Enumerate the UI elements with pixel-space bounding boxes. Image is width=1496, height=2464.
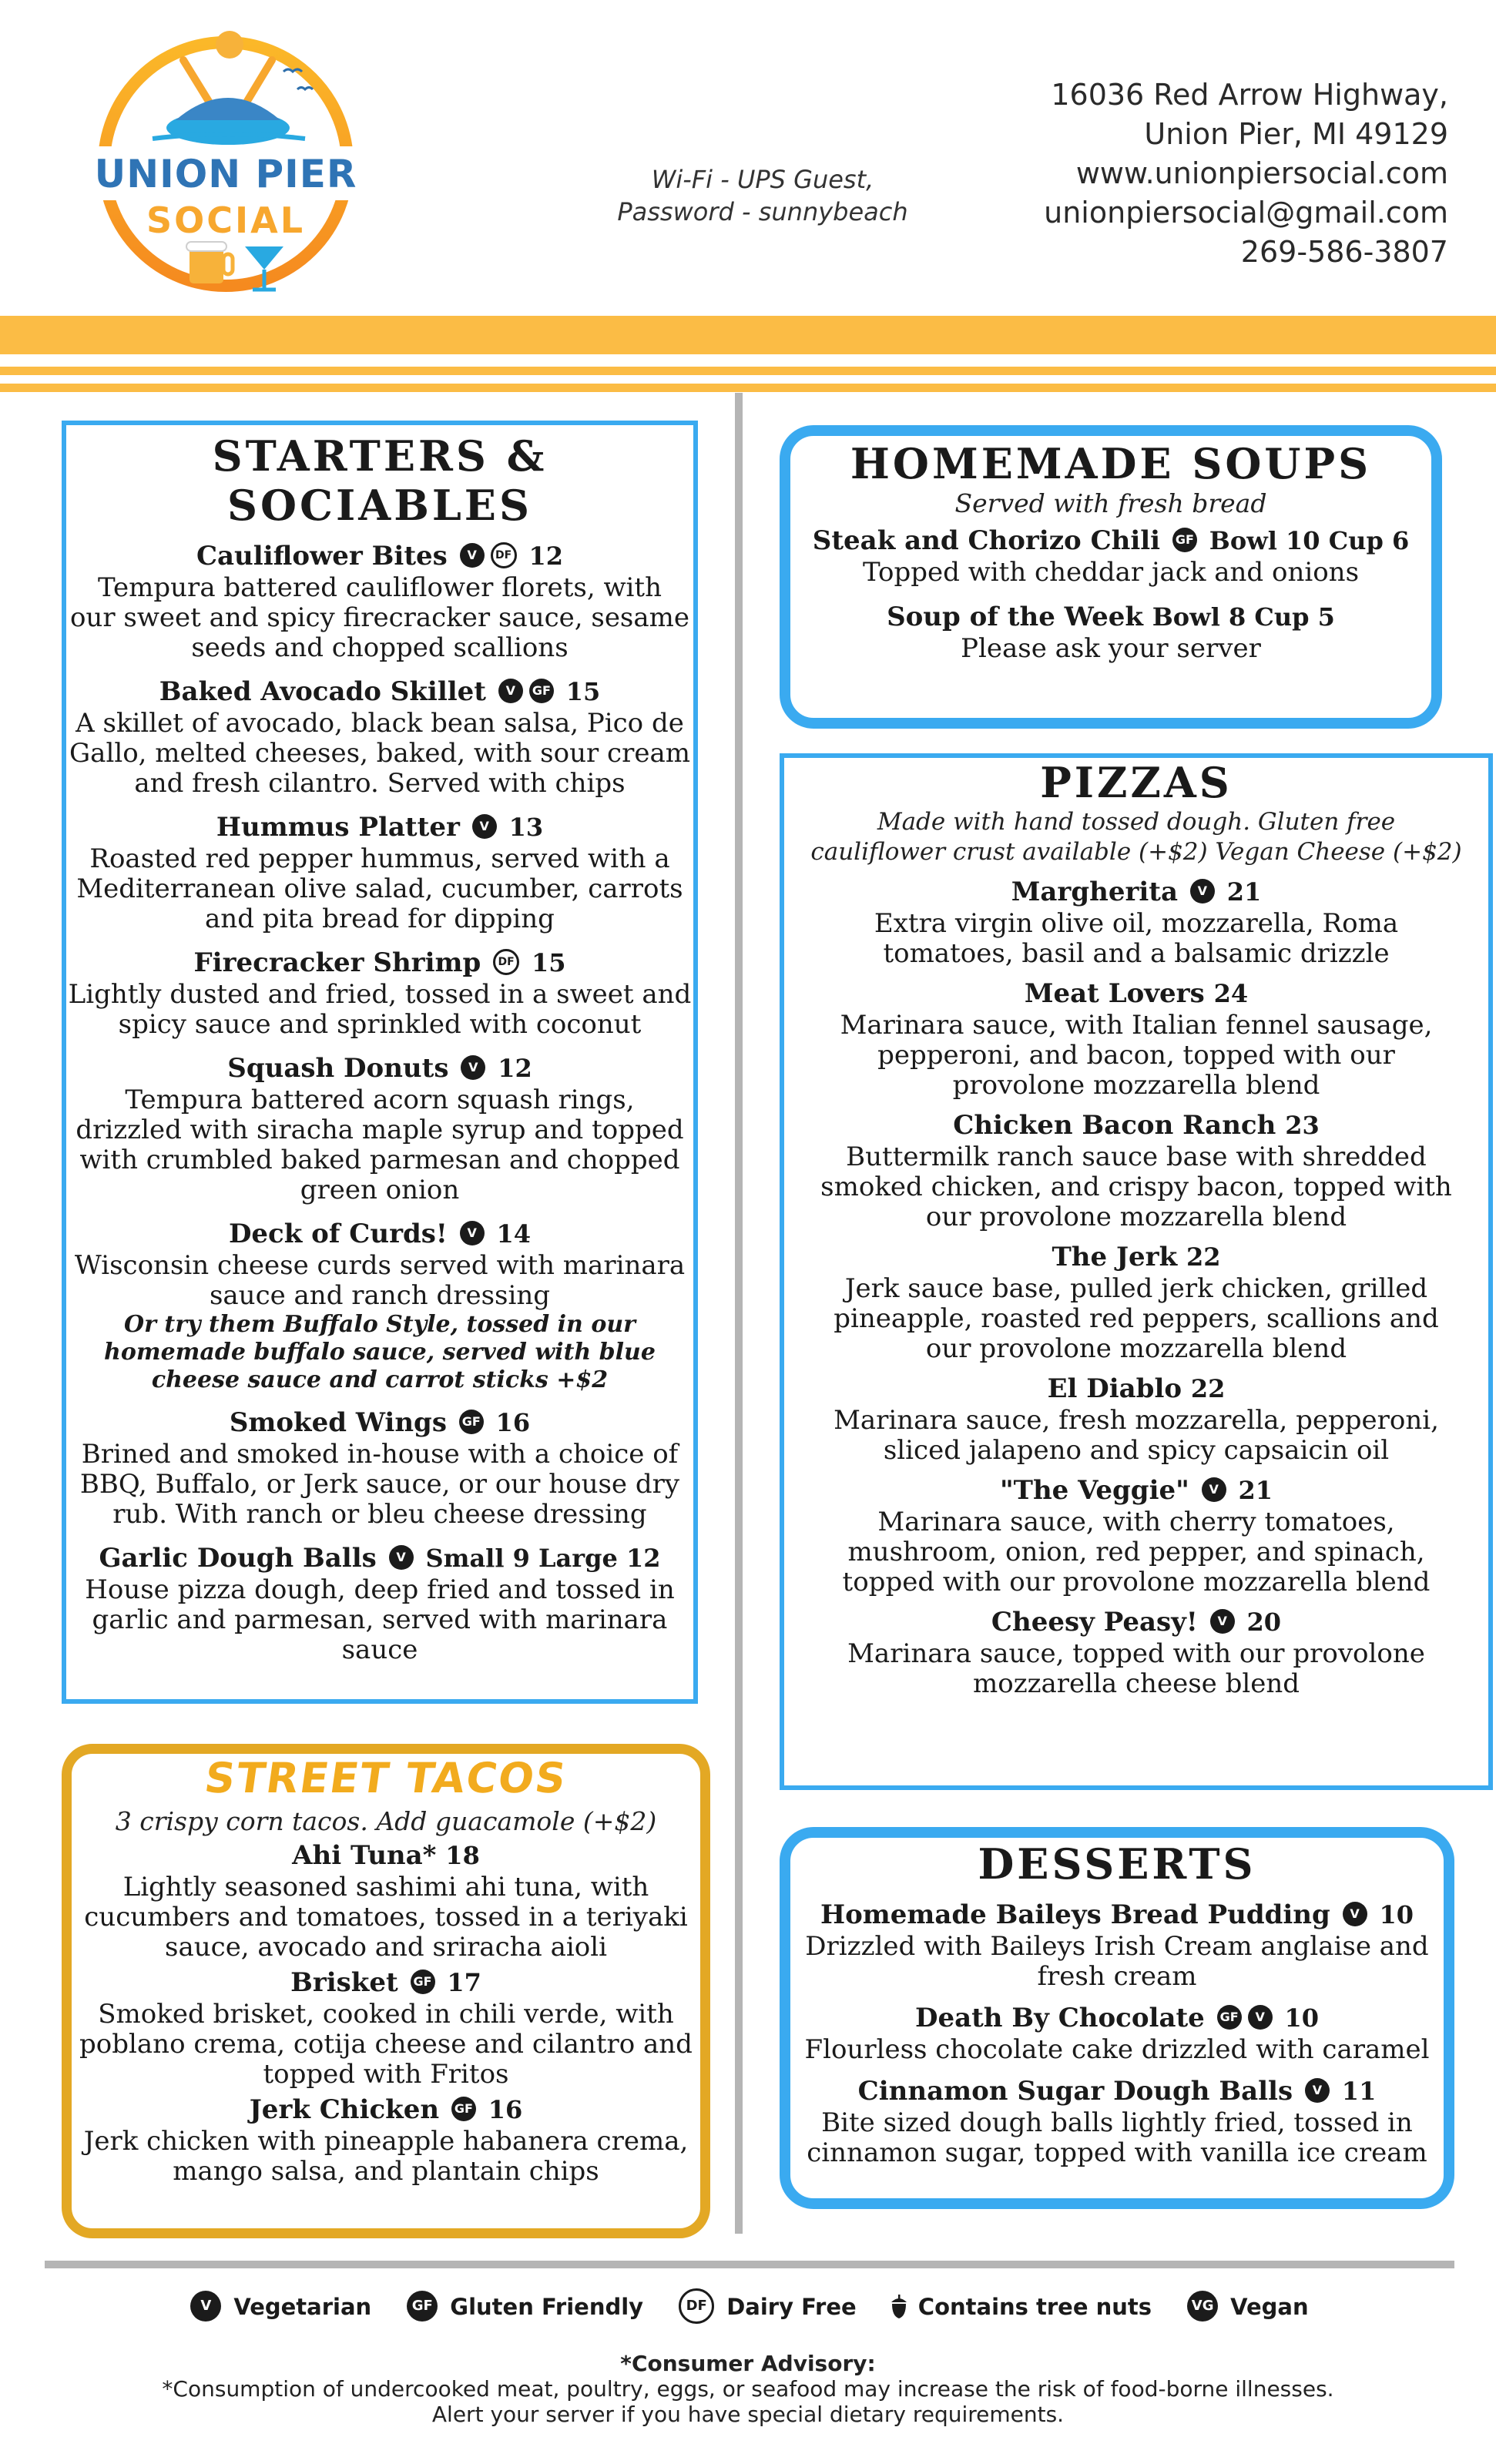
menu-item	[66, 946, 693, 1040]
description-line: and fresh cilantro. Served with chips	[134, 768, 626, 799]
description-line: Jerk chicken with pineapple habanera crema,	[83, 2126, 689, 2157]
description-line: drizzled with siracha maple syrup and topped	[75, 1115, 684, 1145]
item-name: Cinnamon Sugar Dough Balls	[857, 2076, 1293, 2107]
item-name: Margherita	[1011, 877, 1179, 907]
item-heading	[66, 675, 693, 709]
item-name: Soup of the Week	[887, 602, 1143, 632]
legend-gluten-friendly	[404, 2288, 643, 2326]
item-name: Brisket	[290, 1967, 398, 1998]
item-description	[790, 558, 1431, 588]
item-price: 21	[1238, 1476, 1273, 1505]
dietary-legend	[0, 2288, 1496, 2326]
item-heading	[66, 1406, 693, 1440]
item-price: 12	[528, 541, 564, 571]
section-subtitle	[784, 807, 1488, 867]
description-line: mango salsa, and plantain chips	[173, 2156, 599, 2187]
item-description	[72, 2000, 700, 2090]
gluten-friendly-icon: GF	[1172, 528, 1197, 552]
description-line: Tempura battered cauliflower florets, with	[98, 572, 662, 603]
description-line: BBQ, Buffalo, or Jerk sauce, or our house dry	[79, 1469, 680, 1500]
description-line: Please ask your server	[961, 633, 1261, 664]
item-name: Chicken Bacon Ranch	[953, 1110, 1276, 1141]
menu-item	[784, 1473, 1488, 1597]
item-price: Bowl 10 Cup 6	[1209, 526, 1410, 555]
section-title: DESSERTS	[978, 1839, 1256, 1889]
item-heading	[790, 524, 1431, 558]
item-description	[66, 844, 693, 934]
vegetarian-icon: V	[1210, 1609, 1235, 1634]
item-heading	[784, 1240, 1488, 1274]
svg-text:UNION PIER: UNION PIER	[94, 152, 357, 196]
advisory-title: *Consumer Advisory:	[620, 2351, 876, 2376]
item-price: 21	[1226, 877, 1262, 907]
item-price: 17	[447, 1968, 481, 1997]
description-line: House pizza dough, deep fried and tossed in	[85, 1574, 675, 1605]
menu-list	[790, 524, 1431, 664]
dairy-free-icon: DF	[493, 949, 519, 975]
item-heading	[66, 539, 693, 573]
description-line: with crumbled baked parmesan and chopped	[79, 1145, 680, 1175]
item-price: 24	[1213, 979, 1249, 1008]
description-line: sauce and ranch dressing	[209, 1280, 551, 1311]
description-line: pepperoni, and bacon, topped with our	[877, 1040, 1395, 1071]
description-line: rub. With ranch or bleu cheese dressing	[112, 1499, 647, 1530]
advisory-text: *Consumption of undercooked meat, poultry, eggs, or seafood may increase the risk of food-borne illnesses.	[162, 2376, 1334, 2402]
menu-list	[790, 1898, 1444, 2168]
section-title: PIZZAS	[1040, 758, 1233, 807]
item-name: "The Veggie"	[999, 1475, 1189, 1506]
item-price: Bowl 8 Cup 5	[1152, 602, 1335, 632]
description-line: poblano crema, cotija cheese and cilantro and	[79, 2029, 693, 2060]
item-name: The Jerk	[1052, 1242, 1178, 1272]
gluten-friendly-icon: GF	[459, 1410, 484, 1434]
menu-item	[72, 1839, 700, 1963]
description-line: Jerk sauce base, pulled jerk chicken, grilled	[844, 1273, 1428, 1304]
description-line: cinnamon sugar, topped with vanilla ice cream	[807, 2137, 1427, 2168]
item-price: Small 9 Large 12	[425, 1544, 661, 1573]
description-line: our provolone mozzarella blend	[925, 1333, 1347, 1364]
item-name: Steak and Chorizo Chili	[812, 525, 1161, 556]
legend-label: Vegetarian	[233, 2294, 372, 2320]
item-price: 14	[496, 1219, 532, 1249]
gluten-friendly-icon: GF	[407, 2291, 438, 2322]
item-name: Garlic Dough Balls	[99, 1543, 377, 1574]
menu-item	[66, 1541, 693, 1665]
item-price: 20	[1246, 1607, 1282, 1637]
item-price: 13	[508, 813, 544, 842]
item-heading	[790, 1898, 1444, 1932]
description-line: Smoked brisket, cooked in chili verde, with	[98, 1999, 674, 2030]
menu-item	[784, 875, 1488, 969]
item-description	[784, 1274, 1488, 1364]
item-heading	[790, 2001, 1444, 2035]
desserts-section	[780, 1827, 1454, 2209]
item-heading	[790, 2074, 1444, 2108]
item-heading	[784, 977, 1488, 1011]
description-line: spicy sauce and sprinkled with coconut	[118, 1009, 642, 1040]
description-line: provolone mozzarella blend	[952, 1070, 1320, 1101]
description-line: Wisconsin cheese curds served with marinara	[74, 1250, 686, 1281]
menu-item	[784, 1605, 1488, 1699]
item-price: 16	[488, 2095, 523, 2124]
tacos-section	[62, 1744, 710, 2238]
item-description	[72, 1872, 700, 1963]
description-line: mozzarella cheese blend	[973, 1668, 1300, 1699]
item-heading	[66, 1051, 693, 1085]
description-line: Flourless chocolate cake drizzled with caramel	[804, 2034, 1430, 2065]
description-line: Topped with cheddar jack and onions	[862, 557, 1360, 588]
item-name: Homemade Baileys Bread Pudding	[820, 1899, 1330, 1930]
subtitle-line: cauliflower crust available (+$2) Vegan Cheese (+$2)	[810, 838, 1462, 866]
description-line: Gallo, melted cheeses, baked, with sour cream	[69, 738, 690, 769]
menu-list	[66, 539, 693, 1665]
tree-nut-icon	[889, 2293, 909, 2319]
item-description	[790, 1932, 1444, 1992]
item-price: 23	[1285, 1111, 1320, 1140]
item-description	[66, 1085, 693, 1205]
section-subtitle: Served with fresh bread	[954, 488, 1267, 518]
description-line: Extra virgin olive oil, mozzarella, Roma	[874, 908, 1399, 939]
item-heading	[66, 1217, 693, 1251]
item-price: 12	[498, 1054, 532, 1083]
item-description	[790, 2108, 1444, 2168]
email-link[interactable]: unionpiersocial@gmail.com	[1044, 196, 1448, 230]
vegetarian-icon: V	[461, 1055, 485, 1080]
item-price: 15	[531, 948, 566, 977]
item-heading	[784, 1473, 1488, 1507]
description-line: garlic and parmesan, served with marinara	[92, 1604, 668, 1635]
vegetarian-icon: V	[1248, 2005, 1273, 2030]
contact-info	[1044, 75, 1448, 272]
legend-tree-nuts	[889, 2288, 1152, 2326]
legend-vegan	[1184, 2288, 1309, 2326]
description-line: mushroom, onion, red pepper, and spinach,	[847, 1537, 1425, 1567]
street-address: 16036 Red Arrow Highway,	[1051, 78, 1448, 112]
item-heading	[72, 2093, 700, 2127]
starters-section	[62, 421, 698, 1704]
description-line: sliced jalapeno and spicy capsaicin oil	[883, 1435, 1390, 1466]
pizzas-section	[780, 753, 1493, 1790]
item-name: Cheesy Peasy!	[991, 1607, 1198, 1638]
item-name: Squash Donuts	[227, 1053, 449, 1084]
item-heading	[790, 600, 1431, 634]
item-name: Jerk Chicken	[249, 2094, 440, 2125]
description-line: our sweet and spicy firecracker sauce, sesame	[69, 602, 690, 633]
menu-item	[784, 1240, 1488, 1364]
note-line: cheese sauce and carrot sticks +$2	[151, 1366, 609, 1393]
vegetarian-icon: V	[460, 543, 485, 568]
item-price: 22	[1190, 1374, 1226, 1403]
section-subtitle: 3 crispy corn tacos. Add guacamole (+$2)	[115, 1806, 657, 1836]
section-title: STREET TACOS	[201, 1754, 571, 1802]
item-description	[790, 2035, 1444, 2065]
description-line: Lightly seasoned sashimi ahi tuna, with	[122, 1872, 649, 1902]
vegetarian-icon: V	[389, 1545, 414, 1570]
item-description	[784, 1639, 1488, 1699]
description-line: Marinara sauce, fresh mozzarella, pepperoni,	[834, 1405, 1439, 1436]
description-line: topped with our provolone mozzarella blend	[842, 1567, 1431, 1597]
item-description	[66, 1251, 693, 1311]
vegetarian-icon: V	[190, 2291, 221, 2322]
description-line: Brined and smoked in-house with a choice of	[81, 1439, 679, 1470]
legend-dairy-free	[676, 2288, 856, 2326]
svg-text:SOCIAL: SOCIAL	[146, 199, 306, 241]
gluten-friendly-icon: GF	[411, 1970, 435, 1994]
item-name: Ahi Tuna*	[292, 1840, 437, 1871]
menu-item	[66, 1051, 693, 1205]
item-heading	[66, 946, 693, 980]
section-title: HOMEMADE SOUPS	[850, 439, 1372, 488]
item-name: Death By Chocolate	[914, 2003, 1205, 2033]
description-line: Roasted red pepper hummus, served with a	[89, 843, 670, 874]
item-heading	[72, 1839, 700, 1872]
item-name: Cauliflower Bites	[196, 541, 448, 572]
description-line: Marinara sauce, with cherry tomatoes,	[877, 1507, 1395, 1537]
menu-item	[790, 2074, 1444, 2168]
menu-item	[72, 1966, 700, 2090]
item-price: 15	[565, 677, 601, 706]
legend-vegetarian	[187, 2288, 371, 2326]
item-description	[66, 1440, 693, 1530]
menu-item	[784, 977, 1488, 1101]
item-note	[66, 1311, 693, 1394]
description-line: fresh cream	[1037, 1961, 1197, 1992]
menu-item	[66, 539, 693, 663]
website-link[interactable]: www.unionpiersocial.com	[1075, 156, 1448, 190]
gluten-friendly-icon: GF	[529, 679, 554, 703]
header-stripe-thin	[0, 367, 1496, 375]
item-description	[66, 980, 693, 1040]
item-heading	[784, 875, 1488, 909]
vegetarian-icon: V	[1190, 879, 1215, 903]
item-description	[784, 1142, 1488, 1232]
description-line: Marinara sauce, with Italian fennel sausage,	[840, 1010, 1433, 1041]
item-description	[784, 1406, 1488, 1466]
item-heading	[784, 1605, 1488, 1639]
legend-label: Contains tree nuts	[917, 2294, 1152, 2320]
item-heading	[66, 810, 693, 844]
item-description	[784, 909, 1488, 969]
description-line: Lightly dusted and fried, tossed in a sweet and	[68, 979, 692, 1010]
city-address: Union Pier, MI 49129	[1144, 117, 1448, 151]
menu-item	[72, 2093, 700, 2187]
vegetarian-icon: V	[1305, 2078, 1330, 2103]
item-name: Firecracker Shrimp	[193, 947, 481, 978]
description-line: Tempura battered acorn squash rings,	[125, 1084, 635, 1115]
item-name: Meat Lovers	[1024, 978, 1205, 1009]
description-line: cucumbers and tomatoes, tossed in a teriyaki	[84, 1902, 688, 1933]
vegetarian-icon: V	[498, 679, 523, 703]
item-heading	[784, 1372, 1488, 1406]
item-description	[72, 2127, 700, 2187]
item-description	[790, 634, 1431, 664]
menu-item	[784, 1108, 1488, 1232]
menu-item	[790, 524, 1431, 588]
wifi-network: Wi-Fi - UPS Guest,	[651, 165, 874, 194]
vegetarian-icon: V	[460, 1221, 485, 1245]
item-heading	[72, 1966, 700, 2000]
header-stripe-thick	[0, 316, 1496, 354]
item-price: 11	[1341, 2077, 1377, 2106]
item-heading	[66, 1541, 693, 1575]
item-description	[66, 709, 693, 799]
item-heading	[784, 1108, 1488, 1142]
footer-divider	[45, 2261, 1454, 2268]
item-name: Hummus Platter	[216, 812, 460, 843]
description-line: Bite sized dough balls lightly fried, tossed in	[821, 2107, 1413, 2138]
description-line: sauce, avocado and sriracha aioli	[165, 1932, 607, 1963]
consumer-advisory	[0, 2351, 1496, 2427]
dairy-free-icon: DF	[679, 2288, 714, 2324]
gluten-friendly-icon: GF	[451, 2097, 476, 2121]
menu-item	[784, 1372, 1488, 1466]
item-description	[784, 1507, 1488, 1597]
menu-item	[790, 600, 1431, 664]
advisory-text: Alert your server if you have special dietary requirements.	[431, 2402, 1065, 2427]
description-line: Marinara sauce, topped with our provolone	[847, 1638, 1425, 1669]
vegetarian-icon: V	[472, 814, 497, 839]
column-divider	[735, 393, 743, 2234]
wifi-password: Password - sunnybeach	[617, 197, 908, 226]
legend-label: Gluten Friendly	[450, 2294, 644, 2320]
description-line: sauce	[341, 1634, 418, 1665]
description-line: green onion	[300, 1175, 460, 1205]
item-description	[66, 1575, 693, 1665]
menu-item	[790, 2001, 1444, 2065]
description-line: topped with Fritos	[263, 2059, 509, 2090]
description-line: A skillet of avocado, black bean salsa, Pico de	[75, 708, 684, 739]
menu-list	[72, 1839, 700, 2187]
item-name: El Diablo	[1047, 1373, 1182, 1404]
menu-item	[66, 1406, 693, 1530]
item-price: 18	[445, 1841, 480, 1870]
description-line: our provolone mozzarella blend	[925, 1202, 1347, 1232]
description-line: Buttermilk ranch sauce base with shredded	[846, 1141, 1427, 1172]
description-line: smoked chicken, and crispy bacon, topped with	[820, 1172, 1452, 1202]
item-price: 10	[1379, 1900, 1414, 1929]
description-line: pineapple, roasted red peppers, scallions and	[834, 1303, 1439, 1334]
gluten-friendly-icon: GF	[1217, 2005, 1242, 2030]
union-pier-social-logo	[91, 29, 361, 299]
soups-section	[780, 425, 1442, 729]
note-line: homemade buffalo sauce, served with blue	[104, 1339, 656, 1366]
description-line: seeds and chopped scallions	[191, 632, 569, 663]
menu-item	[66, 675, 693, 799]
menu-item	[66, 810, 693, 934]
menu-list	[784, 875, 1488, 1699]
dairy-free-icon: DF	[491, 542, 517, 568]
item-price: 16	[495, 1408, 531, 1437]
item-name: Smoked Wings	[229, 1407, 447, 1438]
header-stripe-thin	[0, 384, 1496, 392]
menu-item	[66, 1217, 693, 1394]
description-line: and pita bread for dipping	[205, 903, 555, 934]
vegetarian-icon: V	[1343, 1902, 1367, 1926]
item-price: 22	[1186, 1242, 1221, 1272]
description-line: Drizzled with Baileys Irish Cream anglaise and	[805, 1931, 1429, 1962]
item-description	[66, 573, 693, 663]
item-name: Baked Avocado Skillet	[159, 676, 486, 707]
note-line: Or try them Buffalo Style, tossed in our	[124, 1311, 636, 1338]
menu-item	[790, 1898, 1444, 1992]
description-line: Mediterranean olive salad, cucumber, carrots	[76, 873, 683, 904]
wifi-info	[585, 163, 940, 228]
legend-label: Vegan	[1230, 2294, 1309, 2320]
legend-label: Dairy Free	[726, 2294, 857, 2320]
item-price: 10	[1284, 2003, 1320, 2033]
phone-number: 269-586-3807	[1240, 235, 1448, 269]
item-description	[784, 1011, 1488, 1101]
vegan-icon: VG	[1187, 2291, 1218, 2322]
description-line: tomatoes, basil and a balsamic drizzle	[883, 938, 1390, 969]
subtitle-line: Made with hand tossed dough. Gluten free	[877, 808, 1396, 836]
section-title: STARTERS & SOCIABLES	[212, 431, 548, 530]
item-name: Deck of Curds!	[228, 1219, 448, 1249]
vegetarian-icon: V	[1202, 1477, 1226, 1502]
